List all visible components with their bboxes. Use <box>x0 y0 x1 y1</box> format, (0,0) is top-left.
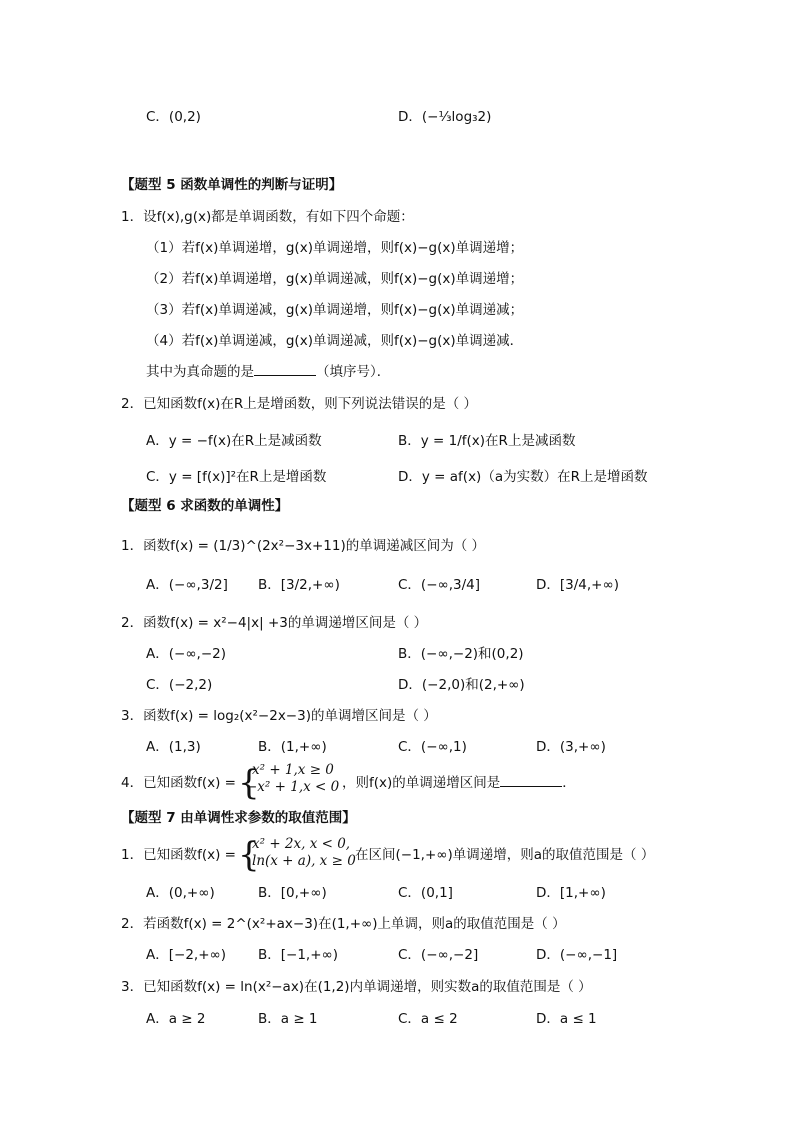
s7-q3-b: B．a ≥ 1 <box>258 1011 318 1027</box>
s5-q2-b: B．y = 1/f(x)在R上是减函数 <box>398 433 576 449</box>
s7-q3-a: A．a ≥ 2 <box>146 1011 206 1027</box>
s5-q2-stem: 2．已知函数f(x)在R上是增函数，则下列说法错误的是（ ） <box>121 396 478 412</box>
s7-q1-d: D．[1,+∞) <box>536 885 606 901</box>
s6-q2-c: C．(−2,2) <box>146 677 213 693</box>
option-d: D．(−⅓log₃2) <box>398 109 492 125</box>
s5-q1-ask-prefix: 其中为真命题的是 <box>146 364 254 380</box>
s6-q1-stem: 1．函数f(x) = (1/3)^(2x²−3x+11)的单调递减区间为（ ） <box>121 538 486 554</box>
s6-q3-c: C．(−∞,1) <box>398 739 467 755</box>
answer-blank[interactable] <box>500 774 562 787</box>
s5-q2-a: A．y = −f(x)在R上是减函数 <box>146 433 322 449</box>
answer-blank[interactable] <box>254 363 316 376</box>
s7-q2-b: B．[−1,+∞) <box>258 947 339 963</box>
s5-q2-c: C．y = [f(x)]²在R上是增函数 <box>146 469 327 485</box>
s6-q3-b: B．(1,+∞) <box>258 739 327 755</box>
s6-q4-tail <box>342 774 576 792</box>
s6-q4-end: ． <box>562 775 576 791</box>
section-6-title: 【题型 6 求函数的单调性】 <box>121 498 289 514</box>
s5-q1-ask-suffix: （填序号）． <box>316 364 391 380</box>
s7-q1-case1: x² + 2x, x < 0, <box>252 836 351 852</box>
s5-q1-item-2: （2）若f(x)单调递增，g(x)单调递减，则f(x)−g(x)单调递增； <box>146 271 524 287</box>
s7-q3-d: D．a ≤ 1 <box>536 1011 597 1027</box>
brace-icon: { <box>238 835 260 875</box>
section-7-title: 【题型 7 由单调性求参数的取值范围】 <box>121 810 356 826</box>
s6-q1-b: B．[3/2,+∞) <box>258 577 340 593</box>
brace-icon: { <box>238 763 260 803</box>
section-5-title: 【题型 5 函数单调性的判断与证明】 <box>121 177 343 193</box>
s7-q1-b: B．[0,+∞) <box>258 885 327 901</box>
s6-q2-stem: 2．函数f(x) = x²−4|x| +3的单调递增区间是（ ） <box>121 615 428 631</box>
s6-q2-d: D．(−2,0)和(2,+∞) <box>398 677 525 693</box>
s6-q4-case1: x² + 1,x ≥ 0 <box>252 762 334 778</box>
s7-q2-a: A．[−2,+∞) <box>146 947 227 963</box>
s7-q2-d: D．(−∞,−1] <box>536 947 618 963</box>
s7-q2-stem: 2．若函数f(x) = 2^(x²+ax−3)在(1,+∞)上单调，则a的取值范围是（ ） <box>121 916 566 932</box>
s7-q2-c: C．(−∞,−2] <box>398 947 479 963</box>
s6-q1-a: A．(−∞,3/2] <box>146 577 228 593</box>
s6-q2-a: A．(−∞,−2) <box>146 646 227 662</box>
s5-q1-item-3: （3）若f(x)单调递减，g(x)单调递增，则f(x)−g(x)单调递减； <box>146 302 524 318</box>
s6-q4-suffix: ，则f(x)的单调递增区间是 <box>342 775 501 791</box>
s6-q3-stem: 3．函数f(x) = log₂(x²−2x−3)的单调增区间是（ ） <box>121 708 437 724</box>
s7-q3-stem: 3．已知函数f(x) = ln(x²−ax)在(1,2)内单调递增，则实数a的取值范围是（ ） <box>121 979 592 995</box>
s6-q2-b: B．(−∞,−2)和(0,2) <box>398 646 524 662</box>
s7-q1-case2: ln(x + a), x ≥ 0 <box>252 853 356 869</box>
s7-q3-c: C．a ≤ 2 <box>398 1011 458 1027</box>
s7-q1-a: A．(0,+∞) <box>146 885 215 901</box>
s5-q1-ask <box>146 363 390 381</box>
s7-q1-prefix: 1．已知函数f(x) = <box>121 847 236 863</box>
s6-q4-case2: −x² + 1,x < 0 <box>246 779 340 795</box>
s6-q3-d: D．(3,+∞) <box>536 739 606 755</box>
s6-q4-prefix: 4．已知函数f(x) = <box>121 775 236 791</box>
s5-q1-stem: 1．设f(x),g(x)都是单调函数，有如下四个命题： <box>121 209 414 225</box>
s7-q1-c: C．(0,1] <box>398 885 453 901</box>
s5-q1-item-1: （1）若f(x)单调递增，g(x)单调递增，则f(x)−g(x)单调递增； <box>146 240 524 256</box>
s6-q3-a: A．(1,3) <box>146 739 201 755</box>
s5-q1-item-4: （4）若f(x)单调递减，g(x)单调递减，则f(x)−g(x)单调递减． <box>146 333 524 349</box>
s6-q1-d: D．[3/4,+∞) <box>536 577 620 593</box>
s5-q2-d: D．y = af(x)（a为实数）在R上是增函数 <box>398 469 648 485</box>
s7-q1-suffix: 在区间(−1,+∞)单调递增，则a的取值范围是（ ） <box>355 847 655 863</box>
option-c: C．(0,2) <box>146 109 201 125</box>
s6-q1-c: C．(−∞,3/4] <box>398 577 481 593</box>
